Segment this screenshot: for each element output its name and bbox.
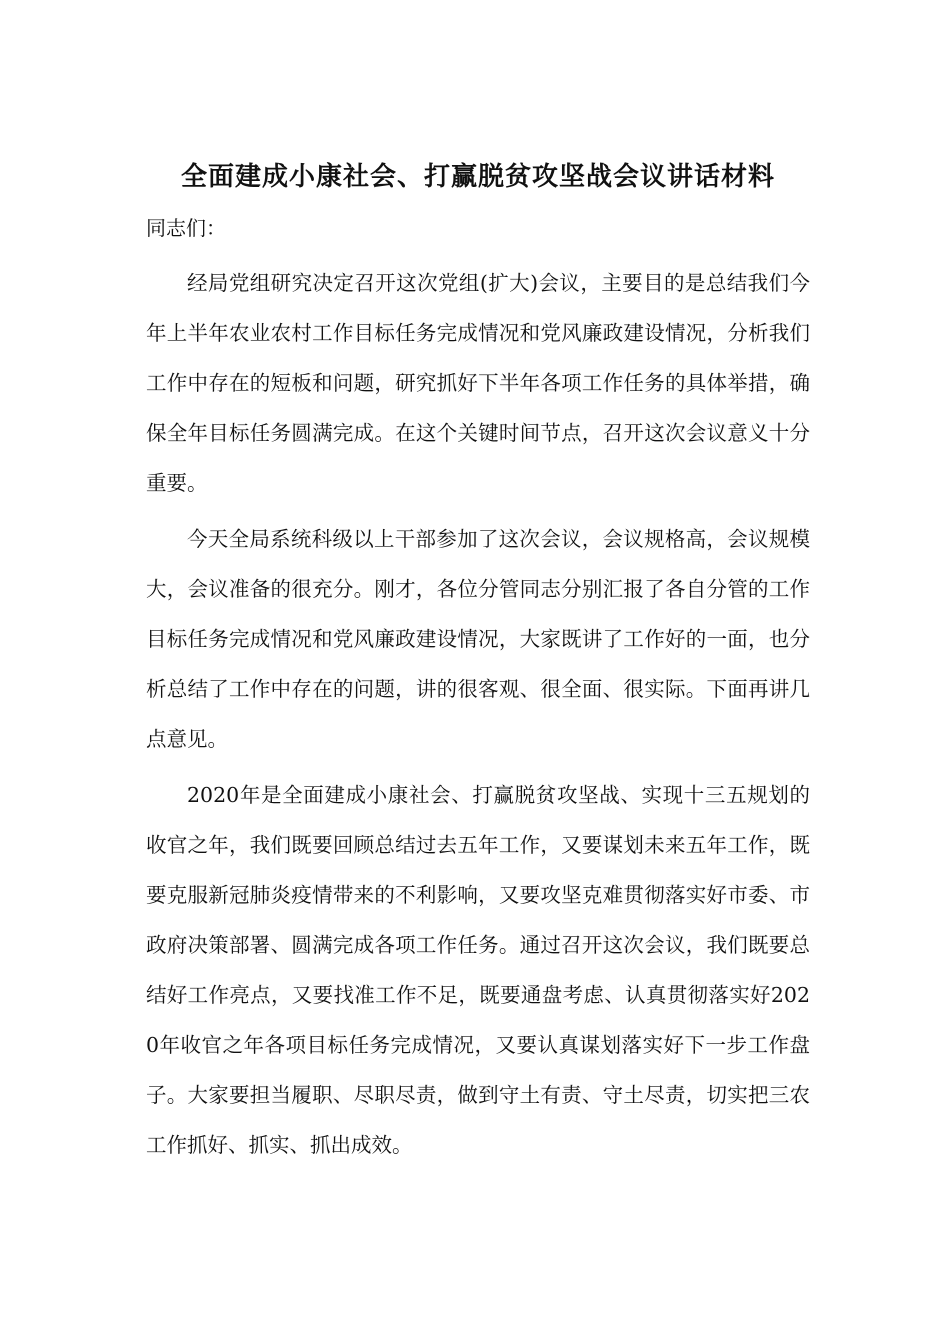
- paragraph-1: 经局党组研究决定召开这次党组(扩大)会议，主要目的是总结我们今年上半年农业农村工作目标任务完成情况和党风廉政建设情况，分析我们工作中存在的短板和问题，研究抓好下半年各项工作任务的具体举措，确保全年目标任务圆满完成。在这个关键时间节点，召开这次会议意义十分重要。: [146, 271, 810, 495]
- salutation: 同志们：: [146, 216, 226, 240]
- document-title: 全面建成小康社会、打赢脱贫攻坚战会议讲话材料: [180, 162, 775, 192]
- document-body: [146, 150, 810, 1170]
- paragraph-2: 今天全局系统科级以上干部参加了这次会议，会议规格高，会议规模大，会议准备的很充分。刚才，各位分管同志分别汇报了各自分管的工作目标任务完成情况和党风廉政建设情况，大家既讲了工作好的一面，也分析总结了工作中存在的问题，讲的很客观、很全面、很实际。下面再讲几点意见。: [146, 527, 810, 751]
- paragraph-3: 2020年是全面建成小康社会、打赢脱贫攻坚战、实现十三五规划的收官之年，我们既要回顾总结过去五年工作，又要谋划未来五年工作，既要克服新冠肺炎疫情带来的不利影响，又要攻坚克难贯彻落实好市委、市政府决策部署、圆满完成各项工作任务。通过召开这次会议，我们既要总结好工作亮点，又要找准工作不足，既要通盘考虑、认真贯彻落实好2020年收官之年各项目标任务完成情况，又要认真谋划落实好下一步工作盘子。大家要担当履职、尽职尽责，做到守土有责、守土尽责，切实把三农工作抓好、抓实、抓出成效。: [146, 783, 810, 1157]
